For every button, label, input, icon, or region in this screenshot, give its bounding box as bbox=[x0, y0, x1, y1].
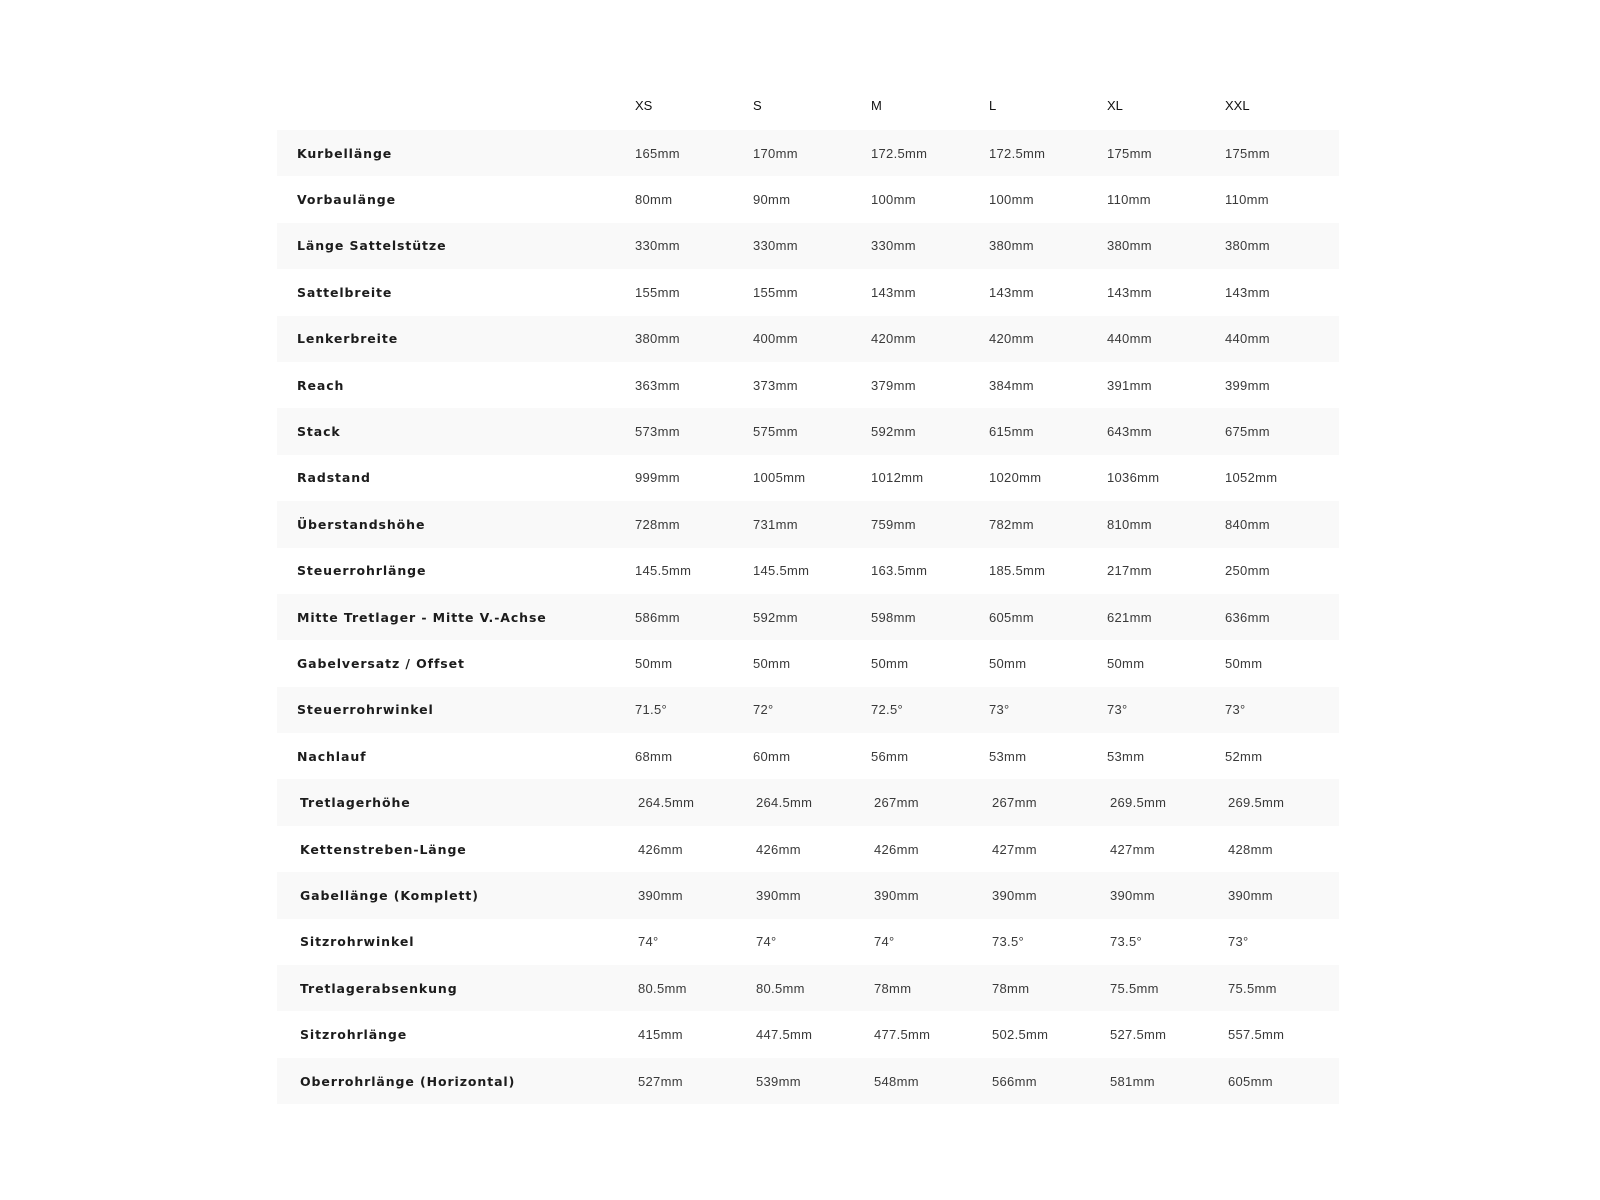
row-label: Radstand bbox=[277, 455, 631, 501]
table-cell: 143mm bbox=[1103, 269, 1221, 315]
table-cell: 73° bbox=[1221, 919, 1339, 965]
table-cell: 782mm bbox=[985, 501, 1103, 547]
table-cell: 380mm bbox=[1103, 223, 1221, 269]
table-cell: 390mm bbox=[1221, 872, 1339, 918]
table-cell: 840mm bbox=[1221, 501, 1339, 547]
table-cell: 72.5° bbox=[867, 687, 985, 733]
table-cell: 1052mm bbox=[1221, 455, 1339, 501]
table-cell: 267mm bbox=[867, 779, 985, 825]
table-cell: 427mm bbox=[1103, 826, 1221, 872]
table-cell: 155mm bbox=[749, 269, 867, 315]
table-cell: 53mm bbox=[1103, 733, 1221, 779]
table-cell: 592mm bbox=[867, 408, 985, 454]
table-cell: 71.5° bbox=[631, 687, 749, 733]
table-cell: 440mm bbox=[1221, 316, 1339, 362]
table-cell: 269.5mm bbox=[1221, 779, 1339, 825]
row-label: Stack bbox=[277, 408, 631, 454]
row-label: Sattelbreite bbox=[277, 269, 631, 315]
row-label: Mitte Tretlager - Mitte V.-Achse bbox=[277, 594, 631, 640]
table-cell: 598mm bbox=[867, 594, 985, 640]
table-row bbox=[277, 594, 1339, 640]
table-cell: 330mm bbox=[749, 223, 867, 269]
table-cell: 80.5mm bbox=[631, 965, 749, 1011]
table-cell: 145.5mm bbox=[749, 548, 867, 594]
row-label: Tretlagerabsenkung bbox=[277, 965, 631, 1011]
table-cell: 447.5mm bbox=[749, 1011, 867, 1057]
table-cell: 50mm bbox=[631, 640, 749, 686]
table-cell: 566mm bbox=[985, 1058, 1103, 1104]
table-cell: 73° bbox=[985, 687, 1103, 733]
table-cell: 74° bbox=[749, 919, 867, 965]
table-row bbox=[277, 316, 1339, 362]
table-cell: 60mm bbox=[749, 733, 867, 779]
row-label: Überstandshöhe bbox=[277, 501, 631, 547]
row-label: Länge Sattelstütze bbox=[277, 223, 631, 269]
row-label: Gabellänge (Komplett) bbox=[277, 872, 631, 918]
table-cell: 380mm bbox=[985, 223, 1103, 269]
table-cell: 172.5mm bbox=[867, 130, 985, 176]
table-row bbox=[277, 872, 1339, 918]
table-cell: 50mm bbox=[1221, 640, 1339, 686]
row-label: Oberrohrlänge (Horizontal) bbox=[277, 1058, 631, 1104]
geometry-table bbox=[277, 80, 1339, 1104]
table-cell: 143mm bbox=[1221, 269, 1339, 315]
table-cell: 50mm bbox=[749, 640, 867, 686]
table-cell: 426mm bbox=[631, 826, 749, 872]
table-cell: 586mm bbox=[631, 594, 749, 640]
table-cell: 73° bbox=[1221, 687, 1339, 733]
table-cell: 264.5mm bbox=[631, 779, 749, 825]
table-cell: 185.5mm bbox=[985, 548, 1103, 594]
table-cell: 1036mm bbox=[1103, 455, 1221, 501]
table-cell: 605mm bbox=[1221, 1058, 1339, 1104]
table-row bbox=[277, 223, 1339, 269]
table-cell: 573mm bbox=[631, 408, 749, 454]
header-empty-cell bbox=[277, 80, 631, 130]
table-cell: 74° bbox=[867, 919, 985, 965]
size-header-xxl: XXL bbox=[1225, 97, 1250, 113]
table-cell: 615mm bbox=[985, 408, 1103, 454]
table-cell: 426mm bbox=[867, 826, 985, 872]
size-header-l: L bbox=[989, 97, 997, 113]
table-cell: 52mm bbox=[1221, 733, 1339, 779]
size-header-xl: XL bbox=[1107, 97, 1123, 113]
row-label: Sitzrohrlänge bbox=[277, 1011, 631, 1057]
table-cell: 145.5mm bbox=[631, 548, 749, 594]
table-cell: 78mm bbox=[985, 965, 1103, 1011]
table-cell: 390mm bbox=[985, 872, 1103, 918]
table-cell: 415mm bbox=[631, 1011, 749, 1057]
table-cell: 170mm bbox=[749, 130, 867, 176]
table-cell: 1020mm bbox=[985, 455, 1103, 501]
table-cell: 527mm bbox=[631, 1058, 749, 1104]
table-cell: 100mm bbox=[867, 176, 985, 222]
table-cell: 78mm bbox=[867, 965, 985, 1011]
table-cell: 163.5mm bbox=[867, 548, 985, 594]
table-cell: 217mm bbox=[1103, 548, 1221, 594]
table-cell: 373mm bbox=[749, 362, 867, 408]
table-cell: 428mm bbox=[1221, 826, 1339, 872]
table-cell: 999mm bbox=[631, 455, 749, 501]
table-cell: 390mm bbox=[867, 872, 985, 918]
table-row bbox=[277, 779, 1339, 825]
table-cell: 477.5mm bbox=[867, 1011, 985, 1057]
table-cell: 399mm bbox=[1221, 362, 1339, 408]
table-cell: 110mm bbox=[1221, 176, 1339, 222]
row-label: Gabelversatz / Offset bbox=[277, 640, 631, 686]
table-cell: 728mm bbox=[631, 501, 749, 547]
table-cell: 56mm bbox=[867, 733, 985, 779]
table-cell: 810mm bbox=[1103, 501, 1221, 547]
table-cell: 363mm bbox=[631, 362, 749, 408]
row-label: Sitzrohrwinkel bbox=[277, 919, 631, 965]
table-cell: 250mm bbox=[1221, 548, 1339, 594]
row-label: Reach bbox=[277, 362, 631, 408]
table-cell: 143mm bbox=[985, 269, 1103, 315]
table-cell: 557.5mm bbox=[1221, 1011, 1339, 1057]
table-row bbox=[277, 640, 1339, 686]
table-row bbox=[277, 687, 1339, 733]
row-label: Steuerrohrwinkel bbox=[277, 687, 631, 733]
table-row bbox=[277, 455, 1339, 501]
table-cell: 90mm bbox=[749, 176, 867, 222]
table-cell: 80.5mm bbox=[749, 965, 867, 1011]
table-cell: 175mm bbox=[1221, 130, 1339, 176]
table-row bbox=[277, 1058, 1339, 1104]
table-cell: 1005mm bbox=[749, 455, 867, 501]
table-cell: 175mm bbox=[1103, 130, 1221, 176]
geometry-table-body bbox=[277, 130, 1339, 1104]
table-row bbox=[277, 733, 1339, 779]
row-label: Tretlagerhöhe bbox=[277, 779, 631, 825]
table-row bbox=[277, 548, 1339, 594]
table-cell: 605mm bbox=[985, 594, 1103, 640]
table-cell: 390mm bbox=[1103, 872, 1221, 918]
table-row bbox=[277, 362, 1339, 408]
table-cell: 643mm bbox=[1103, 408, 1221, 454]
row-label: Vorbaulänge bbox=[277, 176, 631, 222]
table-row bbox=[277, 130, 1339, 176]
table-cell: 539mm bbox=[749, 1058, 867, 1104]
table-cell: 427mm bbox=[985, 826, 1103, 872]
table-cell: 80mm bbox=[631, 176, 749, 222]
table-cell: 390mm bbox=[749, 872, 867, 918]
table-row bbox=[277, 176, 1339, 222]
table-cell: 420mm bbox=[985, 316, 1103, 362]
table-cell: 100mm bbox=[985, 176, 1103, 222]
table-cell: 73° bbox=[1103, 687, 1221, 733]
table-cell: 575mm bbox=[749, 408, 867, 454]
row-label: Nachlauf bbox=[277, 733, 631, 779]
table-cell: 759mm bbox=[867, 501, 985, 547]
table-row bbox=[277, 965, 1339, 1011]
table-cell: 390mm bbox=[631, 872, 749, 918]
size-header-m: M bbox=[871, 97, 882, 113]
table-cell: 73.5° bbox=[1103, 919, 1221, 965]
table-cell: 548mm bbox=[867, 1058, 985, 1104]
table-cell: 621mm bbox=[1103, 594, 1221, 640]
table-cell: 330mm bbox=[631, 223, 749, 269]
table-cell: 50mm bbox=[1103, 640, 1221, 686]
table-cell: 731mm bbox=[749, 501, 867, 547]
table-cell: 73.5° bbox=[985, 919, 1103, 965]
table-cell: 400mm bbox=[749, 316, 867, 362]
table-cell: 527.5mm bbox=[1103, 1011, 1221, 1057]
table-row bbox=[277, 408, 1339, 454]
row-label: Lenkerbreite bbox=[277, 316, 631, 362]
table-cell: 50mm bbox=[985, 640, 1103, 686]
row-label: Kurbellänge bbox=[277, 130, 631, 176]
table-cell: 592mm bbox=[749, 594, 867, 640]
table-row bbox=[277, 501, 1339, 547]
table-cell: 172.5mm bbox=[985, 130, 1103, 176]
table-cell: 426mm bbox=[749, 826, 867, 872]
table-cell: 380mm bbox=[631, 316, 749, 362]
table-cell: 68mm bbox=[631, 733, 749, 779]
table-cell: 1012mm bbox=[867, 455, 985, 501]
row-label: Steuerrohrlänge bbox=[277, 548, 631, 594]
table-cell: 165mm bbox=[631, 130, 749, 176]
table-cell: 74° bbox=[631, 919, 749, 965]
table-cell: 636mm bbox=[1221, 594, 1339, 640]
size-header-s: S bbox=[753, 97, 762, 113]
table-cell: 440mm bbox=[1103, 316, 1221, 362]
table-cell: 379mm bbox=[867, 362, 985, 408]
table-cell: 380mm bbox=[1221, 223, 1339, 269]
table-cell: 502.5mm bbox=[985, 1011, 1103, 1057]
table-cell: 75.5mm bbox=[1103, 965, 1221, 1011]
table-cell: 269.5mm bbox=[1103, 779, 1221, 825]
table-cell: 72° bbox=[749, 687, 867, 733]
table-cell: 264.5mm bbox=[749, 779, 867, 825]
table-row bbox=[277, 826, 1339, 872]
table-cell: 420mm bbox=[867, 316, 985, 362]
table-cell: 675mm bbox=[1221, 408, 1339, 454]
table-cell: 53mm bbox=[985, 733, 1103, 779]
table-row bbox=[277, 1011, 1339, 1057]
table-cell: 50mm bbox=[867, 640, 985, 686]
size-header-row bbox=[277, 80, 1339, 130]
table-cell: 384mm bbox=[985, 362, 1103, 408]
table-cell: 330mm bbox=[867, 223, 985, 269]
table-cell: 110mm bbox=[1103, 176, 1221, 222]
table-cell: 143mm bbox=[867, 269, 985, 315]
table-cell: 391mm bbox=[1103, 362, 1221, 408]
size-header-xs: XS bbox=[635, 97, 653, 113]
row-label: Kettenstreben-Länge bbox=[277, 826, 631, 872]
table-cell: 581mm bbox=[1103, 1058, 1221, 1104]
table-cell: 155mm bbox=[631, 269, 749, 315]
table-cell: 75.5mm bbox=[1221, 965, 1339, 1011]
table-row bbox=[277, 919, 1339, 965]
table-row bbox=[277, 269, 1339, 315]
table-cell: 267mm bbox=[985, 779, 1103, 825]
